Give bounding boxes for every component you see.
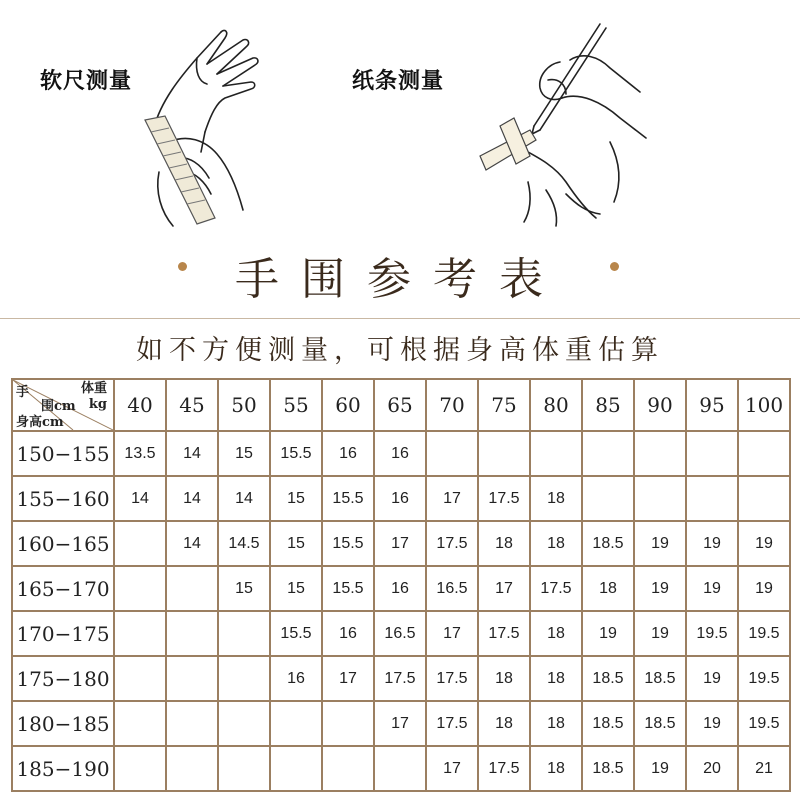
- wrist-size-cell: [686, 476, 738, 521]
- wrist-size-cell: 15.5: [322, 566, 374, 611]
- wrist-size-cell: 16.5: [374, 611, 426, 656]
- wrist-size-cell: [738, 431, 790, 476]
- wrist-size-cell: 19: [686, 656, 738, 701]
- wrist-size-cell: [426, 431, 478, 476]
- wrist-size-cell: 18: [530, 701, 582, 746]
- wrist-size-cell: 17.5: [426, 521, 478, 566]
- wrist-size-cell: 17: [374, 521, 426, 566]
- table-row: [12, 746, 790, 791]
- wrist-size-cell: [634, 476, 686, 521]
- wrist-size-cell: 18.5: [582, 746, 634, 791]
- corner-wrist-label: 手: [16, 385, 30, 400]
- wrist-size-cell: 17.5: [530, 566, 582, 611]
- wrist-size-cell: 17: [478, 566, 530, 611]
- weight-column-header: 55: [270, 379, 322, 431]
- weight-column-header: 50: [218, 379, 270, 431]
- wrist-size-cell: 16: [374, 431, 426, 476]
- height-row-header: 170−175: [12, 611, 114, 656]
- wrist-size-cell: 17: [374, 701, 426, 746]
- wrist-size-cell: [166, 566, 218, 611]
- wrist-size-cell: 18: [530, 656, 582, 701]
- wrist-size-cell: 19: [686, 701, 738, 746]
- wrist-size-cell: 16.5: [426, 566, 478, 611]
- wrist-size-cell: 19: [634, 521, 686, 566]
- wrist-size-cell: 17.5: [478, 746, 530, 791]
- paper-strip-illustration: [470, 22, 650, 232]
- wrist-size-cell: 19.5: [738, 701, 790, 746]
- wrist-size-cell: 18: [582, 566, 634, 611]
- soft-ruler-illustration: [125, 22, 275, 232]
- wrist-size-cell: [166, 746, 218, 791]
- corner-weight-label: 体重: [80, 381, 107, 396]
- wrist-size-cell: 17: [426, 611, 478, 656]
- wrist-size-cell: 19: [738, 521, 790, 566]
- table-row: [12, 611, 790, 656]
- wrist-size-cell: 16: [322, 611, 374, 656]
- wrist-size-cell: 15.5: [270, 611, 322, 656]
- wrist-size-cell: [166, 656, 218, 701]
- wrist-size-cell: 17: [426, 476, 478, 521]
- weight-column-header: 80: [530, 379, 582, 431]
- wrist-size-cell: [374, 746, 426, 791]
- wrist-size-cell: 19: [686, 566, 738, 611]
- weight-column-header: 95: [686, 379, 738, 431]
- weight-column-header: 90: [634, 379, 686, 431]
- wrist-size-cell: 14: [166, 476, 218, 521]
- wrist-size-cell: 18: [530, 521, 582, 566]
- weight-column-header: 65: [374, 379, 426, 431]
- height-row-header: 150−155: [12, 431, 114, 476]
- wrist-size-cell: [322, 701, 374, 746]
- table-body: [12, 431, 790, 791]
- wrist-size-cell: 14: [166, 521, 218, 566]
- wrist-size-cell: 15: [218, 431, 270, 476]
- wrist-size-cell: 19: [634, 746, 686, 791]
- wrist-size-cell: [218, 746, 270, 791]
- wrist-size-cell: [114, 566, 166, 611]
- wrist-size-cell: 17: [322, 656, 374, 701]
- wrist-size-cell: 18: [530, 611, 582, 656]
- wrist-size-cell: [114, 701, 166, 746]
- weight-column-header: 85: [582, 379, 634, 431]
- wrist-size-cell: 18: [530, 746, 582, 791]
- wrist-size-cell: 16: [374, 566, 426, 611]
- weight-column-header: 75: [478, 379, 530, 431]
- wrist-size-cell: 21: [738, 746, 790, 791]
- weight-column-header: 60: [322, 379, 374, 431]
- table-row: [12, 656, 790, 701]
- table-row: [12, 566, 790, 611]
- wrist-size-cell: [166, 611, 218, 656]
- wrist-size-cell: [114, 611, 166, 656]
- wrist-size-cell: [166, 701, 218, 746]
- wrist-size-cell: 18.5: [582, 656, 634, 701]
- wrist-size-cell: 19.5: [738, 611, 790, 656]
- wrist-size-cell: 17.5: [426, 701, 478, 746]
- wrist-size-cell: [530, 431, 582, 476]
- wrist-size-cell: 16: [374, 476, 426, 521]
- wrist-size-cell: 19.5: [738, 656, 790, 701]
- wrist-size-cell: [686, 431, 738, 476]
- wrist-size-cell: 17.5: [374, 656, 426, 701]
- paper-strip-label: 纸条测量: [352, 69, 445, 94]
- wrist-size-cell: 18: [530, 476, 582, 521]
- height-row-header: 185−190: [12, 746, 114, 791]
- height-row-header: 180−185: [12, 701, 114, 746]
- wrist-size-cell: [582, 431, 634, 476]
- wrist-size-cell: 14: [218, 476, 270, 521]
- wrist-size-cell: [114, 521, 166, 566]
- table-row: [12, 701, 790, 746]
- wrist-size-cell: 19: [686, 521, 738, 566]
- wrist-size-cell: [322, 746, 374, 791]
- wrist-size-cell: [270, 701, 322, 746]
- wrist-size-cell: 18: [478, 656, 530, 701]
- wrist-size-cell: 20: [686, 746, 738, 791]
- wrist-size-cell: 15: [270, 476, 322, 521]
- table-row: [12, 521, 790, 566]
- wrist-size-cell: 16: [322, 431, 374, 476]
- corner-header: [12, 379, 114, 431]
- wrist-size-cell: 18.5: [582, 701, 634, 746]
- wrist-size-cell: [218, 701, 270, 746]
- wrist-size-cell: [270, 746, 322, 791]
- soft-ruler-label: 软尺测量: [40, 69, 133, 94]
- wrist-size-cell: [634, 431, 686, 476]
- wrist-size-cell: 15: [270, 521, 322, 566]
- wrist-size-cell: 19: [634, 566, 686, 611]
- height-row-header: 165−170: [12, 566, 114, 611]
- height-row-header: 160−165: [12, 521, 114, 566]
- wrist-size-cell: [478, 431, 530, 476]
- corner-wrist-unit: 围cm: [41, 399, 76, 414]
- wrist-size-cell: 17.5: [478, 611, 530, 656]
- wrist-size-cell: 14: [114, 476, 166, 521]
- table-row: [12, 476, 790, 521]
- title-dot-right: [610, 262, 619, 271]
- weight-column-header: 100: [738, 379, 790, 431]
- height-row-header: 155−160: [12, 476, 114, 521]
- wrist-size-cell: 13.5: [114, 431, 166, 476]
- corner-height-label: 身高cm: [16, 415, 64, 430]
- page-title: 手围参考表: [235, 254, 565, 305]
- header-row: [12, 379, 790, 431]
- wrist-size-cell: [738, 476, 790, 521]
- weight-column-header: 70: [426, 379, 478, 431]
- wrist-size-cell: 18.5: [634, 656, 686, 701]
- wrist-size-cell: [114, 656, 166, 701]
- wrist-size-cell: 19: [738, 566, 790, 611]
- wrist-size-cell: [114, 746, 166, 791]
- wrist-size-cell: 17: [426, 746, 478, 791]
- weight-column-header: 45: [166, 379, 218, 431]
- wrist-size-cell: 17.5: [478, 476, 530, 521]
- wrist-size-cell: 15: [270, 566, 322, 611]
- weight-column-header: 40: [114, 379, 166, 431]
- wrist-size-cell: 15: [218, 566, 270, 611]
- wrist-size-cell: [218, 656, 270, 701]
- wrist-size-cell: 15.5: [322, 521, 374, 566]
- wrist-size-cell: 18.5: [634, 701, 686, 746]
- wrist-size-cell: 19: [582, 611, 634, 656]
- table-row: [12, 431, 790, 476]
- wrist-size-cell: 16: [270, 656, 322, 701]
- wrist-size-cell: [582, 476, 634, 521]
- wrist-size-cell: 14.5: [218, 521, 270, 566]
- wrist-size-table: [11, 378, 791, 792]
- wrist-size-cell: 15.5: [270, 431, 322, 476]
- wrist-size-cell: 19: [634, 611, 686, 656]
- corner-weight-unit: kg: [88, 397, 107, 412]
- wrist-size-cell: 17.5: [426, 656, 478, 701]
- wrist-size-cell: 15.5: [322, 476, 374, 521]
- wrist-size-cell: 14: [166, 431, 218, 476]
- title-divider: [0, 318, 800, 319]
- wrist-size-cell: 18: [478, 701, 530, 746]
- wrist-size-cell: 18.5: [582, 521, 634, 566]
- wrist-size-cell: 19.5: [686, 611, 738, 656]
- page-subtitle: 如不方便测量，可根据身高体重估算: [136, 335, 664, 366]
- wrist-size-cell: [218, 611, 270, 656]
- height-row-header: 175−180: [12, 656, 114, 701]
- wrist-size-cell: 18: [478, 521, 530, 566]
